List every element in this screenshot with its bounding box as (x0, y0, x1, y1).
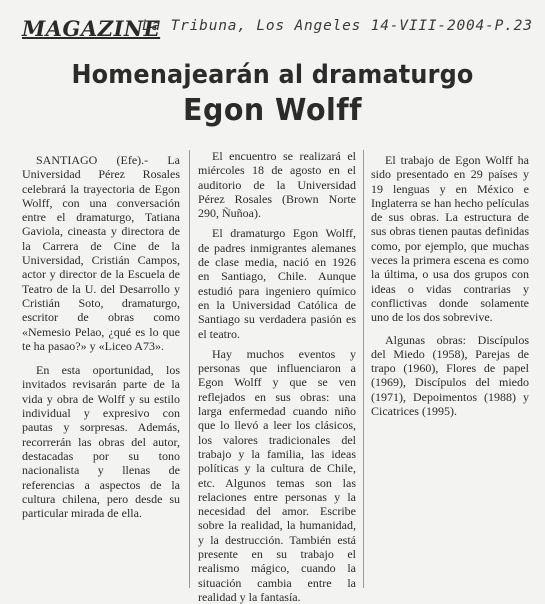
headline-line-1: Homenajearán al dramaturgo (71, 60, 474, 90)
column-3 (371, 153, 529, 593)
headline-line-2: Egon Wolff (183, 93, 362, 128)
paragraph: Hay muchos eventos y personas que influenciaron a Egon Wolff y que se ven reflejados en sus obras: una larga enfermedad cuando niño que lo llevó a leer los clásicos, los valores tradicionales del trabajo y la familia, las ideas políticas y la cultura de Chile, etc. Algunos temas son las relaciones entre personas y la necesidad del amor. Escribe sobre la realidad, la humanidad, y la destrucción. También está presente en su trabajo el realismo mágico, cuando la situación cambia entre la realidad y la fantasía. (198, 346, 356, 604)
paragraph: El encuentro se realizará el miércoles 18 de agosto en el auditorio de la Universidad Pérez Rosales (Brown Norte 290, Ñuñoa). (198, 149, 356, 221)
paragraph: El dramaturgo Egon Wolff, de padres inmigrantes alemanes de clase media, nació en 1926 en Santiago, Chile. Aunque estudió para ingeniero químico en la Universidad Católica de Santiago su verdadera pasión es el teatro. (198, 226, 356, 341)
paragraph: El trabajo de Egon Wolff ha sido presentado en 29 países y 19 lenguas y en México e Inglaterra se han hecho películas de sus obras. La estructura de sus obras tienen pautas definidas como, por ejemplo, que muchas veces la primera escena es como la última, o usa dos grupos con ideas o vidas contrarias y conflictivas donde solamente uno de los dos sobrevive. (371, 153, 529, 325)
page-header (22, 12, 532, 46)
section-title: MAGAZINE (22, 16, 161, 41)
headline (0, 58, 545, 130)
paragraph: SANTIAGO (Efe).- La Universidad Pérez Rosales celebrará la trayectoria de Egon Wolff, con una conversación entre el dramaturgo, Tatiana Gaviola, cineasta y directora de la Carrera de Cine de la Universidad, Cristián Campos, actor y director de la Escuela de Teatro de la U. del Desarrollo y Cristián Soto, dramaturgo, escritor de obras como «Nemesio Pelao, ¿qué es lo que te ha pasao?» y «Liceo A73». (22, 153, 180, 353)
paragraph: Algunas obras: Discípulos del Miedo (1958), Parejas de trapo (1960), Flores de papel (1969), Discípulos del miedo (1971), Depoimentos (1988) y Cicatrices (1995). (371, 332, 529, 419)
paragraph: En esta oportunidad, los invitados revisarán parte de la vida y obra de Wolff y su estilo individual y expresivo con pautas y sorpresas. Además, recorrerán las obras del autor, destacadas por su tono nacionalista y llenas de referencias a aspectos de la cultura chilena, pero desde su particular mirada de ella. (22, 363, 180, 521)
handwritten-source-note: La Tribuna, Los Angeles 14-VIII-2004-P.23 (142, 18, 533, 34)
article-body (22, 149, 530, 604)
column-2 (198, 149, 356, 604)
column-1 (22, 153, 180, 593)
